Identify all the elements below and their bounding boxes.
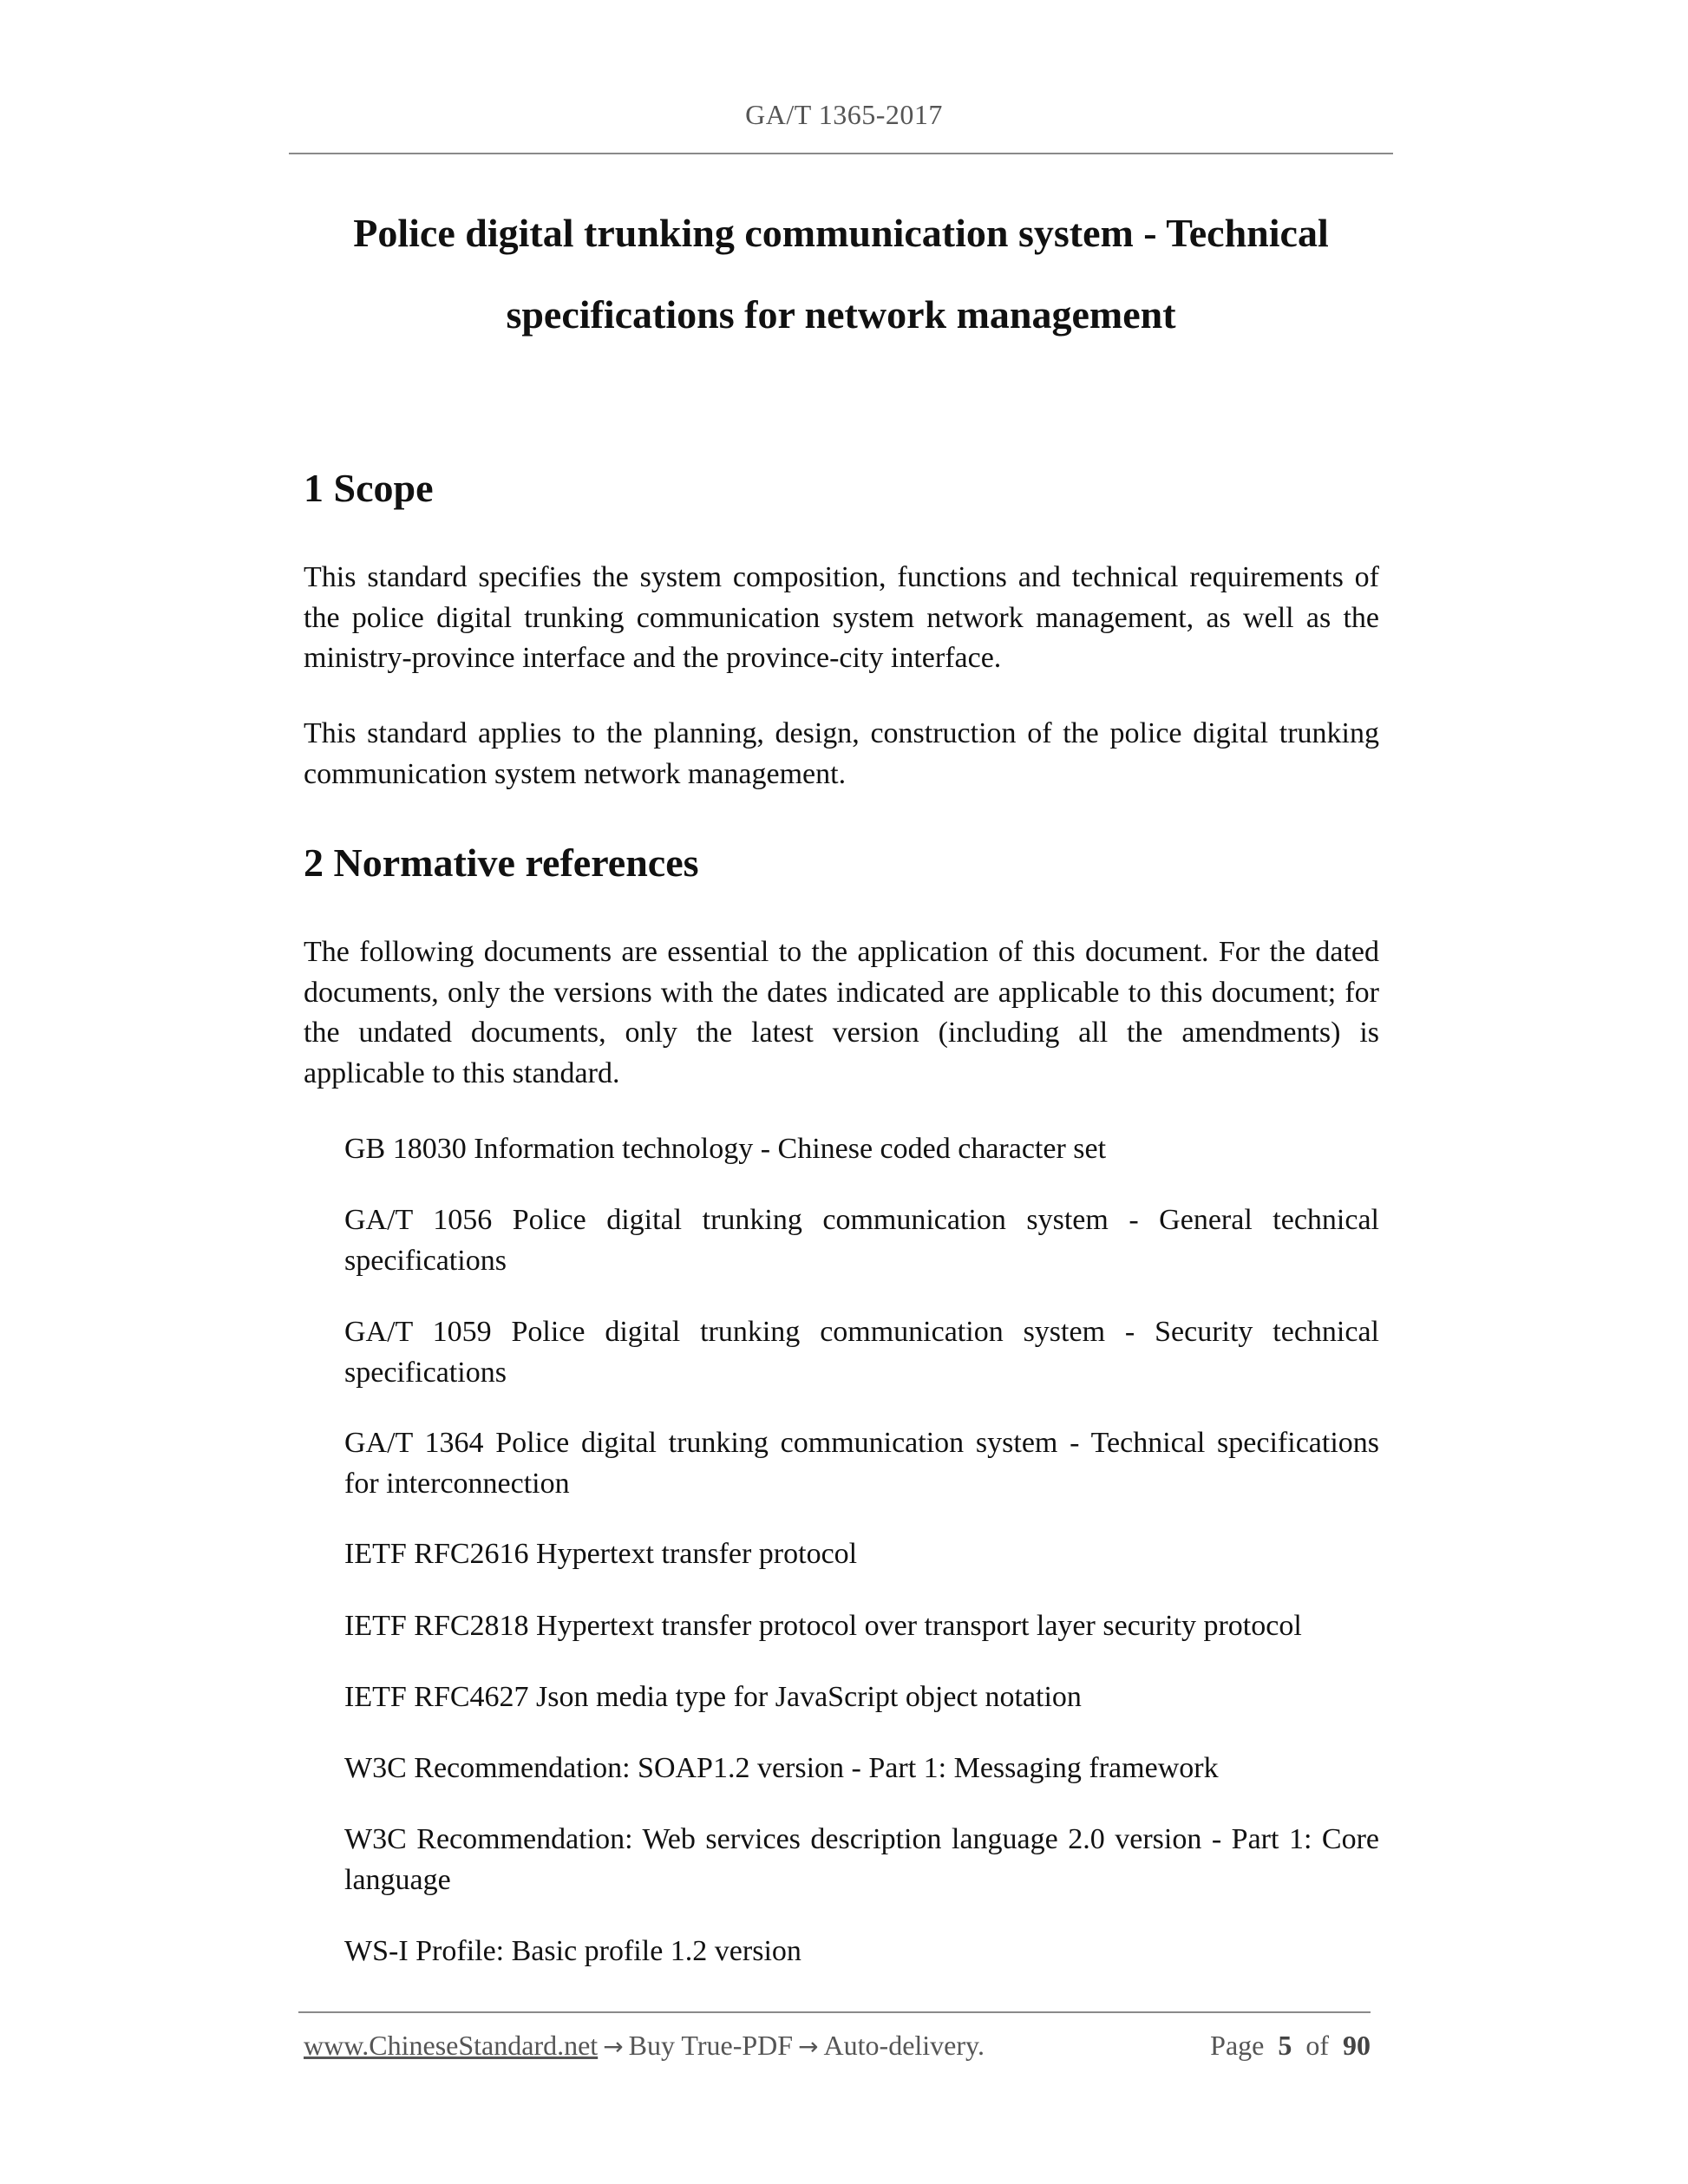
- scope-paragraph-1: This standard specifies the system composition, functions and technical requirements of the police digital trunking communication system network management, as well as the ministry-province interface and the province-city interface.: [304, 561, 1379, 674]
- chinesestandard-link[interactable]: www.ChineseStandard.net: [304, 2030, 599, 2061]
- document-title-line-1: Police digital trunking communication system - Technical: [353, 211, 1329, 255]
- document-code-header: GA/T 1365-2017: [745, 99, 943, 130]
- header-divider: [289, 153, 1393, 154]
- reference-item: WS-I Profile: Basic profile 1.2 version: [344, 1935, 801, 1967]
- reference-item: W3C Recommendation: SOAP1.2 version - Part 1: Messaging framework: [344, 1752, 1219, 1784]
- reference-item: GB 18030 Information technology - Chinese coded character set: [344, 1133, 1107, 1165]
- reference-item: IETF RFC2616 Hypertext transfer protocol: [344, 1538, 858, 1570]
- reference-item: W3C Recommendation: Web services description language 2.0 version - Part 1: Core language: [344, 1823, 1379, 1896]
- document-title-line-2: specifications for network management: [506, 292, 1176, 337]
- section-heading-scope: 1 Scope: [304, 466, 434, 510]
- right-arrow-icon: →: [603, 2032, 624, 2061]
- page-label: Page: [1210, 2030, 1265, 2061]
- page-total-number: 90: [1343, 2030, 1371, 2061]
- reference-item: GA/T 1059 Police digital trunking communication system - Security technical specifications: [344, 1316, 1379, 1389]
- page-of-label: of: [1305, 2030, 1329, 2061]
- document-title: [289, 193, 1393, 356]
- auto-delivery-text: Auto-delivery.: [823, 2030, 985, 2061]
- page-footer: [304, 2030, 1371, 2073]
- page-indicator: [1210, 2030, 1371, 2062]
- footer-promo: [304, 2030, 985, 2062]
- page-current-number: 5: [1278, 2030, 1292, 2061]
- footer-divider: [298, 2011, 1371, 2013]
- buy-true-pdf-text: Buy True-PDF: [628, 2030, 794, 2061]
- reference-item: IETF RFC4627 Json media type for JavaScript object notation: [344, 1681, 1082, 1713]
- section-heading-normative-references: 2 Normative references: [304, 840, 699, 885]
- reference-item: IETF RFC2818 Hypertext transfer protocol over transport layer security protocol: [344, 1610, 1302, 1642]
- scope-paragraph-2: This standard applies to the planning, design, construction of the police digital trunking communication system network management.: [304, 717, 1379, 790]
- reference-item: GA/T 1056 Police digital trunking communication system - General technical specifications: [344, 1204, 1379, 1277]
- references-intro-paragraph: The following documents are essential to the application of this document. For the dated documents, only the versions with the dates indicated are applicable to this document; for the undated documents, only the latest version (including all the amendments) is applicable to this standard.: [304, 936, 1379, 1089]
- right-arrow-icon: →: [798, 2032, 819, 2061]
- reference-item: GA/T 1364 Police digital trunking communication system - Technical specifications for interconnection: [344, 1427, 1379, 1500]
